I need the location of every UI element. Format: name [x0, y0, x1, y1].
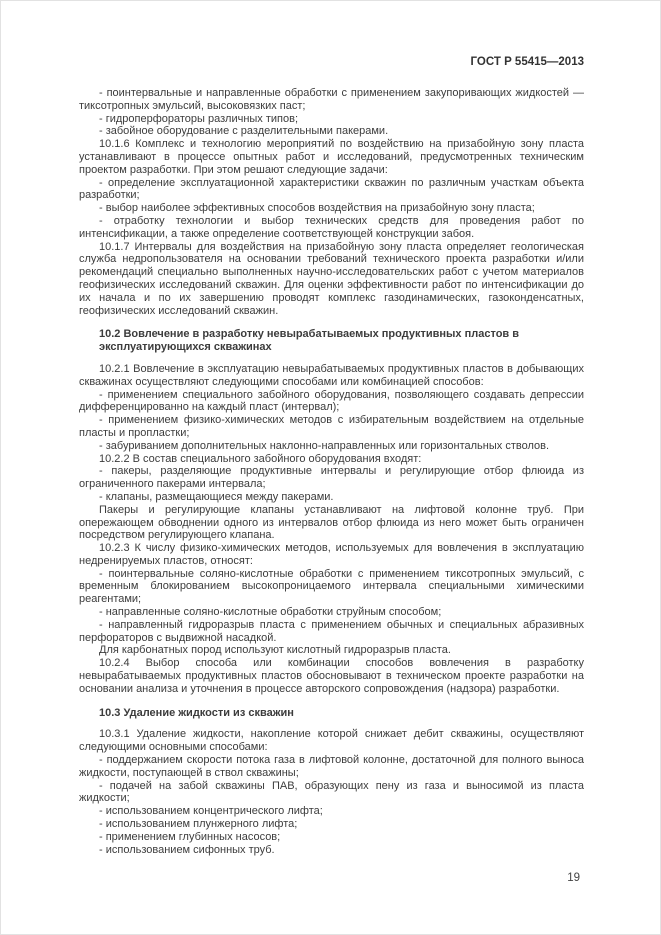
paragraph-10-2-1: 10.2.1 Вовлечение в эксплуатацию невырабатываемых продуктивных пластов в добывающих скважинах осуществляют следующими способами или комбинацией способов: — [79, 362, 584, 388]
paragraph-10-2-4: 10.2.4 Выбор способа или комбинации способов вовлечения в разработку невырабатываемых продуктивных пластов обосновывают в техническом проекте разработки на основании анализа и уточнения в процессе авторского сопровождения (надзора) разработки. — [79, 657, 584, 695]
paragraph-10-1-6: 10.1.6 Комплекс и технологию мероприятий по воздействию на призабойную зону пласта устанавливают в процессе опытных работ и исследований, предусмотренных техническим проектом разработки. При этом решают следующие задачи: — [79, 138, 584, 176]
list-item: - применением глубинных насосов; — [99, 830, 281, 843]
paragraph-10-3-1: 10.3.1 Удаление жидкости, накопление которой снижает дебит скважины, осуществляют следующими основными способами: — [79, 728, 584, 754]
list-item: - использованием концентрического лифта; — [99, 805, 323, 818]
list-item: - забуриванием дополнительных наклонно-направленных или горизонтальных стволов. — [99, 439, 550, 452]
paragraph: Пакеры и регулирующие клапаны устанавливают на лифтовой колонне труб. При опережающем обводнении одного из интервалов отбор флюида из него может быть ограничен посредством регулирующего клапана. — [79, 503, 584, 542]
paragraph-10-2-2: 10.2.2 В состав специального забойного оборудования входят: — [99, 452, 422, 465]
list-item: - применением физико-химических методов с избирательным воздействием на отдельные пласты и пропластки; — [79, 414, 584, 439]
list-item: - направленный гидроразрыв пласта с применением обычных и специальных абразивных перфораторов с выдвижной насадкой. — [79, 618, 584, 644]
list-item: - поддержанием скорости потока газа в лифтовой колонне, достаточной для полного выноса жидкости, поступающей в ствол скважины; — [79, 754, 584, 779]
paragraph-10-1-7: 10.1.7 Интервалы для воздействия на призабойную зону пласта определяет геологическая служба недропользователя на основании требований технического проекта разработки и/или рекомендаций специально выполненных научно-исследовательских работ с учетом материалов геофизических исследований скважин. Для оценки эффективности работ по интенсификации до их начала и по их завершению проводят комплекс газодинамических, газоконденсатных, геофизических исследований скважин. — [79, 240, 584, 317]
list-item: - отработку технологии и выбор технических средств для проведения работ по интенсификации, а также определение соответствующей конструкции забоя. — [79, 214, 584, 240]
paragraph: Для карбонатных пород используют кислотный гидроразрыв пласта. — [99, 644, 451, 657]
paragraph-10-2-3: 10.2.3 К числу физико-химических методов, используемых для вовлечения в эксплуатацию недренируемых пластов, относят: — [79, 542, 584, 567]
page-number: 19 — [567, 872, 580, 884]
section-heading-10-3: 10.3 Удаление жидкости из скважин — [99, 706, 294, 719]
list-item: - выбор наиболее эффективных способов воздействия на призабойную зону пласта; — [99, 202, 535, 215]
standard-designation: ГОСТ Р 55415—2013 — [470, 56, 584, 68]
list-item: - определение эксплуатационной характеристики скважин по различным участкам объекта разработки; — [79, 176, 584, 202]
list-item: - использованием сифонных труб. — [99, 843, 275, 856]
list-item: - гидроперфораторы различных типов; — [99, 112, 299, 125]
list-item: - клапаны, размещающиеся между пакерами. — [99, 490, 334, 503]
list-item: - поинтервальные и направленные обработки с применением закупоривающих жидкостей — тиксотропных эмульсий, высоковязких паст; — [79, 87, 584, 112]
list-item: - подачей на забой скважины ПАВ, образующих пену из газа и выносимой из пласта жидкости; — [79, 779, 584, 805]
list-item: - использованием плунжерного лифта; — [99, 818, 298, 831]
document-header — [79, 56, 584, 68]
list-item: - поинтервальные соляно-кислотные обработки с применением тиксотропных эмульсий, с временным блокированием высокопроницаемого интервала специальными химическими реагентами; — [79, 567, 584, 606]
list-item: - направленные соляно-кислотные обработки струйным способом; — [99, 606, 442, 619]
document-body — [79, 87, 584, 856]
section-heading-10-2: 10.2 Вовлечение в разработку невырабатываемых продуктивных пластов в эксплуатирующихся скважинах — [99, 328, 519, 354]
list-item: - забойное оборудование с разделительными пакерами. — [99, 125, 389, 138]
list-item: - применением специального забойного оборудования, позволяющего создавать депрессии дифференцированно на каждый пласт (интервал); — [79, 388, 584, 414]
list-item: - пакеры, разделяющие продуктивные интервалы и регулирующие отбор флюида из ограниченного пакерами интервала; — [79, 465, 584, 491]
